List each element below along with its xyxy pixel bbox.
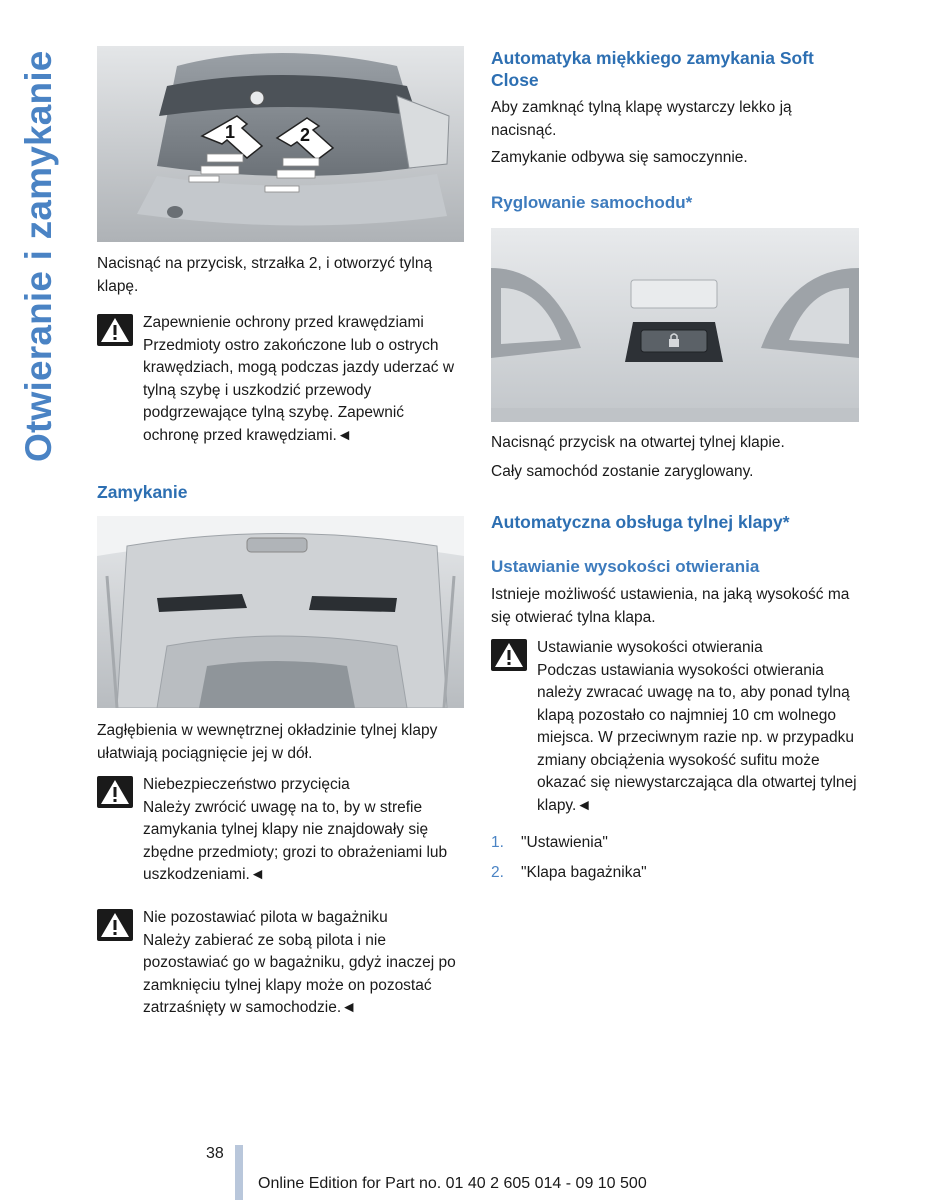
height-text-1: Istnieje możliwość ustawienia, na jaką wysokość ma się otwierać tylna klapa.: [491, 586, 850, 626]
caption-open-tailgate: Nacisnąć na przycisk, strzałka 2, i otworzyć tylną klapę.: [97, 255, 433, 295]
warning-triangle-icon: [491, 639, 527, 671]
warning-triangle-icon: [97, 909, 133, 941]
warning-title: Niebezpieczeństwo przycięcia: [143, 776, 350, 793]
warning-pinch-hazard: [97, 774, 464, 887]
heading-locking: Ryglowanie samochodu*: [491, 193, 693, 212]
soft-close-text-1: Aby zamknąć tylną klapę wystarczy lekko ją nacisnąć.: [491, 99, 792, 139]
footer-bar: [235, 1145, 243, 1200]
chapter-side-title: Otwieranie i zamykanie: [18, 50, 59, 462]
step-label: "Ustawienia": [521, 834, 608, 851]
warning-triangle-icon: [97, 314, 133, 346]
tailgate-button-photo: [97, 46, 464, 242]
footer-edition: Online Edition for Part no. 01 40 2 605 014 - 09 10 500: [258, 1175, 647, 1192]
warning-opening-height: [491, 637, 859, 817]
locking-text-2: Cały samochód zostanie zaryglowany.: [491, 463, 754, 480]
warning-title: Ustawianie wysokości otwierania: [537, 639, 763, 656]
tailgate-interior-illustration: [97, 516, 464, 708]
warning-title: Zapewnienie ochrony przed krawędziami: [143, 314, 424, 331]
soft-close-text-2: Zamykanie odbywa się samoczynnie.: [491, 149, 748, 166]
car-rear-illustration: [97, 46, 464, 242]
heading-closing: Zamykanie: [97, 482, 188, 502]
heading-soft-close: Automatyka miękkiego zamykania Soft Close: [491, 48, 814, 90]
lock-button-illustration: [491, 228, 859, 422]
arrow-label-2: 2: [300, 125, 311, 145]
warning-edge-protection: [97, 312, 464, 447]
warning-title: Nie pozostawiać pilota w bagażniku: [143, 909, 388, 926]
warning-remote-in-trunk: [97, 907, 464, 1020]
step-item: [491, 862, 859, 885]
locking-text-1: Nacisnąć przycisk na otwartej tylnej klapie.: [491, 434, 785, 451]
step-number: 2.: [491, 863, 504, 881]
warning-triangle-icon: [97, 776, 133, 808]
step-label: "Klapa bagażnika": [521, 863, 647, 881]
warning-body: Przedmioty ostro zakończone lub o ostrych krawędziach, mogą podczas jazdy uderzać w tylną szybę i uszkodzić przewody podgrzewające tylną szybę. Zapewnić ochronę przed krawędziami.◄: [143, 336, 455, 444]
inner-tailgate-photo: [97, 516, 464, 708]
lock-button-photo: [491, 228, 859, 422]
warning-body: Podczas ustawiania wysokości otwierania należy zwracać uwagę na to, aby ponad tylną klapą pozostało co najmniej 10 cm wolnego miejsca. W przeciwnym razie np. w przypadku zmiany obciążenia wysokość sufitu może okazać się niewystarczająca dla otwartej tylnej klapy.◄: [537, 661, 857, 814]
heading-auto-tailgate: Automatyczna obsługa tylnej klapy*: [491, 512, 790, 532]
step-item: [491, 832, 859, 855]
page-number: 38: [206, 1145, 224, 1162]
step-number: 1.: [491, 834, 504, 851]
heading-opening-height: Ustawianie wysokości otwierania: [491, 557, 760, 576]
warning-body: Należy zabierać ze sobą pilota i nie pozostawiać go w bagażniku, gdyż inaczej po zamknięciu tylnej klapy może on pozostać zatrzaśnięty w samochodzie.◄: [143, 931, 456, 1016]
warning-body: Należy zwrócić uwagę na to, by w strefie zamykania tylnej klapy nie znajdowały się zbędne przedmioty; grozi to obrażeniami lub uszkodzeniami.◄: [143, 798, 448, 883]
arrow-label-1: 1: [225, 122, 236, 142]
settings-steps: [491, 832, 859, 891]
caption-recesses: Zagłębienia w wewnętrznej okładzinie tylnej klapy ułatwiają pociągnięcie jej w dół.: [97, 722, 438, 762]
